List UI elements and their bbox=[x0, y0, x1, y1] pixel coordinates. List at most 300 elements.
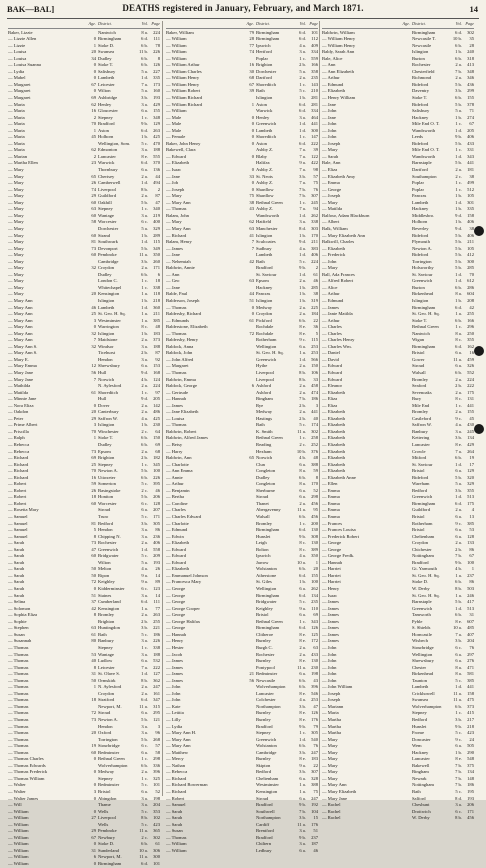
entry-age: 20 bbox=[91, 409, 96, 415]
entry-district: Westminster bbox=[98, 317, 121, 323]
entry-page: 612 bbox=[467, 278, 474, 284]
entry-page: 245 bbox=[467, 428, 474, 434]
entry-page: 118 bbox=[153, 291, 160, 297]
entry-district: Holborn bbox=[98, 134, 114, 140]
entry-name: — Mary bbox=[8, 239, 24, 245]
entry-page: 208 bbox=[467, 297, 474, 303]
entry-page: 160 bbox=[153, 88, 160, 94]
entry-volume: 7 b. bbox=[455, 775, 462, 781]
entry-name: — Mary bbox=[322, 736, 338, 742]
entry-name: — Lilly bbox=[166, 716, 181, 722]
entry-age: 0 bbox=[93, 861, 96, 866]
entry-volume: 1 c. bbox=[455, 180, 462, 186]
entry-age: 20 bbox=[91, 730, 96, 736]
entry-volume: 6 b. bbox=[299, 474, 306, 480]
entry-district: Wellington bbox=[256, 586, 277, 592]
entry-district: Wolstanton bbox=[256, 743, 277, 749]
entry-name: — Emma bbox=[322, 500, 340, 506]
entry-volume: 1 d. bbox=[455, 278, 462, 284]
entry-name: Balderstone, Elizabeth bbox=[166, 324, 208, 330]
header-page: Page bbox=[465, 21, 474, 26]
entry-name: — Sarah bbox=[8, 579, 25, 585]
entry-page: 264 bbox=[467, 448, 474, 454]
entry-volume: 7 b. bbox=[299, 808, 306, 814]
entry-name: — James bbox=[166, 658, 183, 664]
entry-name: — George bbox=[322, 540, 342, 546]
entry-age: 23 bbox=[91, 160, 96, 166]
entry-volume: 11 a. bbox=[453, 697, 462, 703]
entry-volume: 4 b. bbox=[299, 455, 306, 461]
entry-page: 162 bbox=[467, 343, 474, 349]
entry-volume: 5 b. bbox=[455, 232, 462, 238]
entry-volume: 1 d. bbox=[141, 239, 148, 245]
entry-page: 499 bbox=[467, 180, 474, 186]
entry-age: 61 bbox=[91, 389, 96, 395]
entry-page: 471 bbox=[467, 664, 474, 670]
entry-age: 12 bbox=[91, 363, 96, 369]
entry-page: 355 bbox=[467, 487, 474, 493]
entry-volume: 2 c. bbox=[141, 487, 148, 493]
entry-district: Lambeth bbox=[98, 304, 115, 310]
entry-name: — William Arthur bbox=[166, 62, 200, 68]
entry-district: Wolverhampton bbox=[412, 703, 442, 709]
entry-page: 456 bbox=[467, 815, 474, 821]
entry-name: — Sarah bbox=[8, 540, 25, 546]
entry-name: — George Halifax bbox=[166, 618, 201, 624]
entry-page: 101 bbox=[153, 782, 160, 788]
entry-page: 46 bbox=[155, 487, 160, 493]
entry-volume: 2 c. bbox=[299, 442, 306, 447]
entry-page: 193 bbox=[153, 95, 160, 101]
entry-volume: 9 d. bbox=[141, 369, 148, 375]
entry-district: Burnley bbox=[256, 756, 271, 762]
entry-name: — Will bbox=[8, 802, 22, 808]
entry-page: 174 bbox=[311, 422, 318, 428]
entry-name: — Rebecca bbox=[8, 448, 30, 454]
entry-volume: 1 c. bbox=[455, 402, 462, 408]
entry-page: 325 bbox=[153, 775, 160, 781]
entry-page: 348 bbox=[153, 114, 160, 120]
entry-district: Birmingham bbox=[98, 36, 122, 42]
entry-volume: 3 a. bbox=[141, 356, 148, 362]
entry-volume: 1 c. bbox=[455, 147, 462, 153]
entry-name: — Mary bbox=[8, 258, 24, 264]
entry-volume: 8 b. bbox=[141, 186, 148, 192]
entry-page: 71 bbox=[469, 108, 474, 114]
entry-name: Balam, John bbox=[166, 212, 189, 218]
header-name bbox=[322, 21, 400, 28]
entry-volume: 11 a. bbox=[139, 854, 148, 860]
entry-age: 0 bbox=[251, 186, 254, 192]
entry-age: 63 bbox=[249, 278, 254, 284]
entry-district: Worcester bbox=[98, 500, 117, 506]
entry-name: — Male bbox=[166, 127, 182, 133]
entry-volume: 5 c. bbox=[299, 88, 306, 94]
entry-age: 18 bbox=[91, 697, 96, 703]
entry-page: 46 bbox=[313, 278, 318, 284]
entry-volume: 6 b. bbox=[141, 762, 148, 768]
entry-name: — Charlotte bbox=[166, 520, 189, 526]
entry-name: — Edward bbox=[166, 553, 187, 559]
entry-volume: 5 a. bbox=[141, 225, 148, 231]
entry-district: Poplar bbox=[256, 55, 268, 61]
entry-age: 62 bbox=[91, 101, 96, 107]
entry-age: 18 bbox=[91, 494, 96, 500]
entry-volume: 8 e. bbox=[141, 153, 148, 159]
entry-name: — George bbox=[322, 546, 342, 552]
entry-district: Bury bbox=[412, 396, 422, 402]
entry-district: Sunderland bbox=[98, 847, 119, 853]
entry-volume: 4 b. bbox=[455, 566, 462, 572]
entry-page: 315 bbox=[153, 703, 160, 709]
entry-page: 345 bbox=[153, 461, 160, 467]
entry-district: Wells bbox=[98, 821, 109, 827]
entry-name: — Elizabeth bbox=[322, 468, 346, 474]
entry-page: 396 bbox=[153, 769, 160, 775]
entry-name: — Thomas bbox=[8, 723, 29, 729]
entry-name: — Prime Albert bbox=[8, 422, 38, 428]
entry-age: 16 bbox=[249, 62, 254, 68]
entry-district: Newcastle bbox=[412, 42, 432, 48]
entry-volume: 1 b. bbox=[299, 291, 306, 297]
entry-age: 25 bbox=[91, 461, 96, 467]
entry-age: 3 bbox=[93, 422, 96, 428]
entry-name: — Mary bbox=[322, 756, 338, 762]
entry-name: — William bbox=[8, 847, 29, 853]
entry-volume: 5 a. bbox=[141, 68, 148, 74]
entry-name: — Sarah bbox=[322, 153, 339, 159]
entry-district: Burton bbox=[412, 55, 425, 61]
entry-district: Newton A. bbox=[98, 716, 118, 722]
entry-page: 38 bbox=[469, 173, 474, 179]
entry-page: 383 bbox=[311, 245, 318, 251]
entry-age: 0 bbox=[93, 324, 96, 330]
entry-district: Leeds bbox=[412, 134, 423, 140]
entry-district: Uttoxeter bbox=[98, 474, 116, 480]
entry-name: — Emmanuel Johnson bbox=[166, 572, 208, 578]
entry-volume: 6 b. bbox=[455, 55, 462, 61]
entry-district: Henley bbox=[256, 114, 270, 120]
entry-volume: 10 a. bbox=[139, 847, 148, 853]
entry-volume: 3 a. bbox=[141, 802, 148, 808]
entry-name: — Mathilda bbox=[8, 383, 31, 389]
entry-district: Bromley bbox=[412, 409, 429, 415]
entry-page: 8 bbox=[315, 474, 318, 480]
entry-volume: 4 a. bbox=[141, 566, 148, 572]
entry-name: — William bbox=[166, 49, 187, 55]
entry-volume: 6 a. bbox=[299, 461, 306, 467]
entry-page: 173 bbox=[153, 81, 160, 87]
entry-name: — Richard bbox=[166, 232, 187, 238]
entry-volume: 1 d. bbox=[299, 212, 306, 218]
entry-district: Dover bbox=[98, 402, 110, 408]
entry-age: 77 bbox=[249, 42, 254, 48]
entry-district: Bethnal Green bbox=[256, 199, 283, 205]
entry-district: Bedford bbox=[256, 769, 272, 775]
entry-age: 68 bbox=[249, 75, 254, 81]
entry-volume: 6 a. bbox=[455, 527, 462, 533]
entry-age: 74 bbox=[91, 186, 96, 192]
entry-volume: 3 b. bbox=[299, 769, 306, 775]
entry-page: 207 bbox=[153, 507, 160, 513]
entry-name: — Mary Jane bbox=[8, 376, 34, 382]
entry-volume: 6 c. bbox=[141, 500, 148, 506]
entry-page: 105 bbox=[467, 245, 474, 251]
entry-district: Bath bbox=[256, 422, 265, 428]
entry-volume: 2 a. bbox=[299, 75, 306, 81]
entry-district: Rochdale bbox=[256, 324, 274, 330]
entry-volume: 3 a. bbox=[141, 533, 148, 539]
entry-name: — Sarah bbox=[8, 566, 25, 572]
entry-district: Bethnal Green bbox=[256, 435, 283, 441]
entry-age: 26 bbox=[91, 180, 96, 186]
entry-volume: 6 b. bbox=[455, 369, 462, 375]
header-name bbox=[166, 21, 244, 28]
entry-volume: 6 d. bbox=[299, 572, 306, 578]
entry-district: Horncastle bbox=[412, 631, 432, 637]
entry-name: — Richard bbox=[166, 775, 187, 781]
entry-page: 303 bbox=[311, 225, 318, 231]
entry-volume: 1 c. bbox=[455, 710, 462, 716]
entry-name: Baldwin, Ann bbox=[166, 455, 192, 461]
entry-page: 224 bbox=[311, 258, 318, 264]
entry-name: — John bbox=[166, 697, 181, 703]
entry-district: Norwich bbox=[256, 455, 273, 461]
entry-district: Brighton bbox=[98, 455, 115, 461]
entry-district: Pontypool bbox=[256, 664, 275, 670]
entry-page: 494 bbox=[153, 180, 160, 186]
entry-district: Torrington bbox=[98, 736, 118, 742]
entry-district: Ashby Z. bbox=[256, 206, 274, 212]
entry-name: — Mary bbox=[322, 743, 338, 749]
header-district: District. bbox=[412, 21, 426, 26]
entry-name: — Edward bbox=[166, 559, 187, 565]
entry-age: 79 bbox=[249, 29, 254, 35]
entry-age: 50 bbox=[91, 572, 96, 578]
entry-volume: 2 a. bbox=[299, 389, 306, 395]
entry-volume: 2 a. bbox=[141, 612, 148, 618]
entry-district: Banbury bbox=[98, 638, 114, 644]
entry-age: 0 bbox=[93, 75, 96, 81]
entry-age: 56 bbox=[91, 369, 96, 375]
entry-district: Birmingham bbox=[256, 527, 280, 533]
entry-volume: 6 a. bbox=[299, 795, 306, 801]
entry-page: 105 bbox=[467, 193, 474, 199]
entry-name: — Richard bbox=[8, 461, 29, 467]
entry-page: 1 bbox=[471, 566, 474, 572]
entry-name: — Matthew bbox=[166, 749, 189, 755]
entry-volume: 5 b. bbox=[455, 258, 462, 264]
entry-volume: 2 a. bbox=[455, 62, 462, 68]
entry-volume: 6 a. bbox=[141, 167, 148, 173]
entry-district: Mile End bbox=[412, 402, 430, 408]
entry-page: 200 bbox=[311, 520, 318, 526]
entry-name: — Richard bbox=[8, 474, 29, 480]
entry-page: 227 bbox=[153, 68, 160, 74]
entry-district: Abingdon bbox=[98, 795, 117, 801]
entry-district: Bedminster bbox=[98, 749, 120, 755]
entry-name: — William bbox=[166, 55, 187, 61]
entry-district: Pancras bbox=[412, 193, 427, 199]
entry-page: 253 bbox=[311, 350, 318, 356]
entry-volume: 8 d. bbox=[299, 225, 306, 231]
entry-age: 32 bbox=[91, 343, 96, 349]
entry-page: 125 bbox=[311, 631, 318, 637]
entry-name: Baldy, Sarah Ann bbox=[322, 49, 355, 55]
entry-district: Wilton bbox=[98, 559, 111, 565]
entry-name: — Thomas bbox=[8, 736, 29, 742]
entry-district: Birmingham bbox=[412, 29, 436, 35]
entry-district: S. Shields bbox=[412, 625, 431, 631]
entry-page: 111 bbox=[153, 36, 160, 42]
entry-age: 0 bbox=[93, 795, 96, 801]
entry-district: Bedminster bbox=[256, 671, 278, 677]
entry-district: Frome bbox=[412, 730, 424, 736]
entry-district: Kensington bbox=[98, 291, 120, 297]
entry-volume: 2 c. bbox=[455, 173, 462, 179]
entry-name: — Thomas bbox=[8, 697, 29, 703]
entry-district: Cheltenham bbox=[412, 533, 435, 539]
entry-page: 409 bbox=[311, 42, 318, 48]
entry-page: 240 bbox=[467, 49, 474, 55]
entry-volume: 6 b. bbox=[455, 317, 462, 323]
entry-page: 253 bbox=[311, 343, 318, 349]
entry-district: Bethnal Green bbox=[98, 756, 125, 762]
entry-name: — Eliza bbox=[322, 402, 338, 408]
entry-district: Birmingham bbox=[412, 500, 436, 506]
entry-district: Greenwich bbox=[256, 121, 277, 127]
entry-district: Hull bbox=[98, 396, 107, 402]
binding-hole bbox=[474, 346, 484, 356]
entry-name: — Emma bbox=[322, 507, 340, 513]
entry-volume: 5 b. bbox=[455, 245, 462, 251]
entry-page: 245 bbox=[311, 199, 318, 205]
header-vol: Vol. bbox=[299, 21, 306, 26]
entry-page: 247 bbox=[153, 684, 160, 690]
entry-age: 75 bbox=[249, 193, 254, 199]
entry-page: 285 bbox=[311, 284, 318, 290]
entry-name: — James bbox=[322, 612, 339, 618]
entry-volume: 3 a. bbox=[141, 795, 148, 801]
entry-district: Nottingham bbox=[412, 782, 434, 788]
entry-page: 64 bbox=[155, 428, 160, 434]
entry-name: — Female bbox=[166, 134, 186, 140]
entry-name: — Elizabeth bbox=[322, 461, 346, 467]
entry-district: Bromley bbox=[98, 612, 115, 618]
entry-name: — George bbox=[166, 625, 186, 631]
entry-district: Ashby Z. bbox=[256, 167, 274, 173]
entry-page: 307 bbox=[311, 769, 318, 775]
entry-district: Rochester bbox=[256, 651, 275, 657]
entry-name: — William Richard bbox=[166, 101, 203, 107]
entry-page: 247 bbox=[311, 795, 318, 801]
entry-page: 326 bbox=[467, 363, 474, 369]
entry-name: — George bbox=[322, 186, 342, 192]
entry-page: 365 bbox=[153, 828, 160, 834]
entry-page: 206 bbox=[153, 494, 160, 500]
entry-age: 81 bbox=[91, 239, 96, 245]
entry-age: 27 bbox=[91, 815, 96, 821]
entry-name: — Martha Ellen bbox=[8, 160, 38, 166]
entry-district: Shoreditch bbox=[256, 81, 276, 87]
entry-page: 22 bbox=[313, 762, 318, 768]
entry-column-1 bbox=[8, 21, 160, 868]
entry-district: Staines bbox=[98, 592, 112, 598]
entry-page: 301 bbox=[467, 199, 474, 205]
entry-page: 274 bbox=[467, 114, 474, 120]
entry-district: Northampton bbox=[256, 703, 281, 709]
entry-name: — William bbox=[8, 828, 29, 834]
entry-name: — George bbox=[166, 592, 186, 598]
entry-age: 29 bbox=[91, 415, 96, 421]
entry-page: 79 bbox=[313, 723, 318, 729]
entry-volume: 10 b. bbox=[296, 448, 306, 454]
entry-district: Bristol bbox=[256, 612, 269, 618]
entry-name: — Joseph bbox=[322, 690, 341, 696]
entry-name: — Nora Eliza bbox=[8, 402, 34, 408]
entry-page: 175 bbox=[467, 389, 474, 395]
entry-age: 3 bbox=[93, 788, 96, 794]
entry-volume: 6 a. bbox=[299, 612, 306, 618]
entry-page: 186 bbox=[153, 631, 160, 637]
entry-page: 127 bbox=[153, 671, 160, 677]
entry-district: Ormskirk bbox=[98, 677, 116, 683]
entry-district: Camberwell bbox=[98, 180, 121, 186]
entry-name: — Mary bbox=[322, 265, 338, 271]
entry-volume: 10 a. bbox=[297, 559, 306, 565]
entry-volume: 1 b. bbox=[455, 297, 462, 303]
entry-district: Newcastle bbox=[256, 677, 276, 683]
entry-age: 6 bbox=[93, 854, 96, 860]
entry-district: Liverpool bbox=[256, 369, 275, 375]
entry-district: Salford bbox=[412, 795, 426, 801]
entry-age: 0 bbox=[251, 121, 254, 127]
entry-district: Stourbridge bbox=[98, 743, 120, 749]
entry-name: — Ellen bbox=[322, 481, 338, 487]
entry-name: — Samuel bbox=[8, 527, 28, 533]
entry-age: 70 bbox=[91, 121, 96, 127]
entry-name: — Harriet bbox=[322, 579, 341, 585]
entry-volume: 3 a. bbox=[455, 428, 462, 434]
entry-name: — William bbox=[166, 847, 187, 853]
entry-name: — Mary bbox=[166, 193, 182, 199]
entry-name: — Margaret bbox=[8, 88, 31, 94]
entry-volume: 6 d. bbox=[299, 527, 306, 533]
entry-district: Nantwich bbox=[98, 29, 116, 35]
entry-volume: 8 e. bbox=[299, 330, 306, 336]
entry-age: 28 bbox=[249, 36, 254, 42]
entry-page: 104 bbox=[311, 808, 318, 814]
entry-volume: 6 a. bbox=[299, 847, 306, 853]
entry-name: — Mary Ann bbox=[8, 324, 33, 330]
entry-page: 67 bbox=[469, 121, 474, 127]
entry-district: Huntingdon bbox=[98, 625, 120, 631]
entry-page: 552 bbox=[467, 369, 474, 375]
entry-page: 45 bbox=[469, 415, 474, 421]
entry-page: 373 bbox=[153, 337, 160, 343]
entry-district: Lambeth bbox=[98, 75, 115, 81]
entry-district: St. Neots bbox=[256, 173, 273, 179]
entry-district: Manchester bbox=[256, 225, 278, 231]
entry-name: — Thomas bbox=[166, 330, 187, 336]
entry-page: 263 bbox=[153, 127, 160, 133]
entry-district: Wolverhampton bbox=[256, 684, 286, 690]
entry-district: Crowle bbox=[412, 448, 426, 454]
entry-age: 56 bbox=[249, 677, 254, 683]
entry-name: — John bbox=[322, 258, 337, 264]
entry-page: 148 bbox=[467, 775, 474, 781]
entry-district: Hastings bbox=[256, 415, 273, 421]
